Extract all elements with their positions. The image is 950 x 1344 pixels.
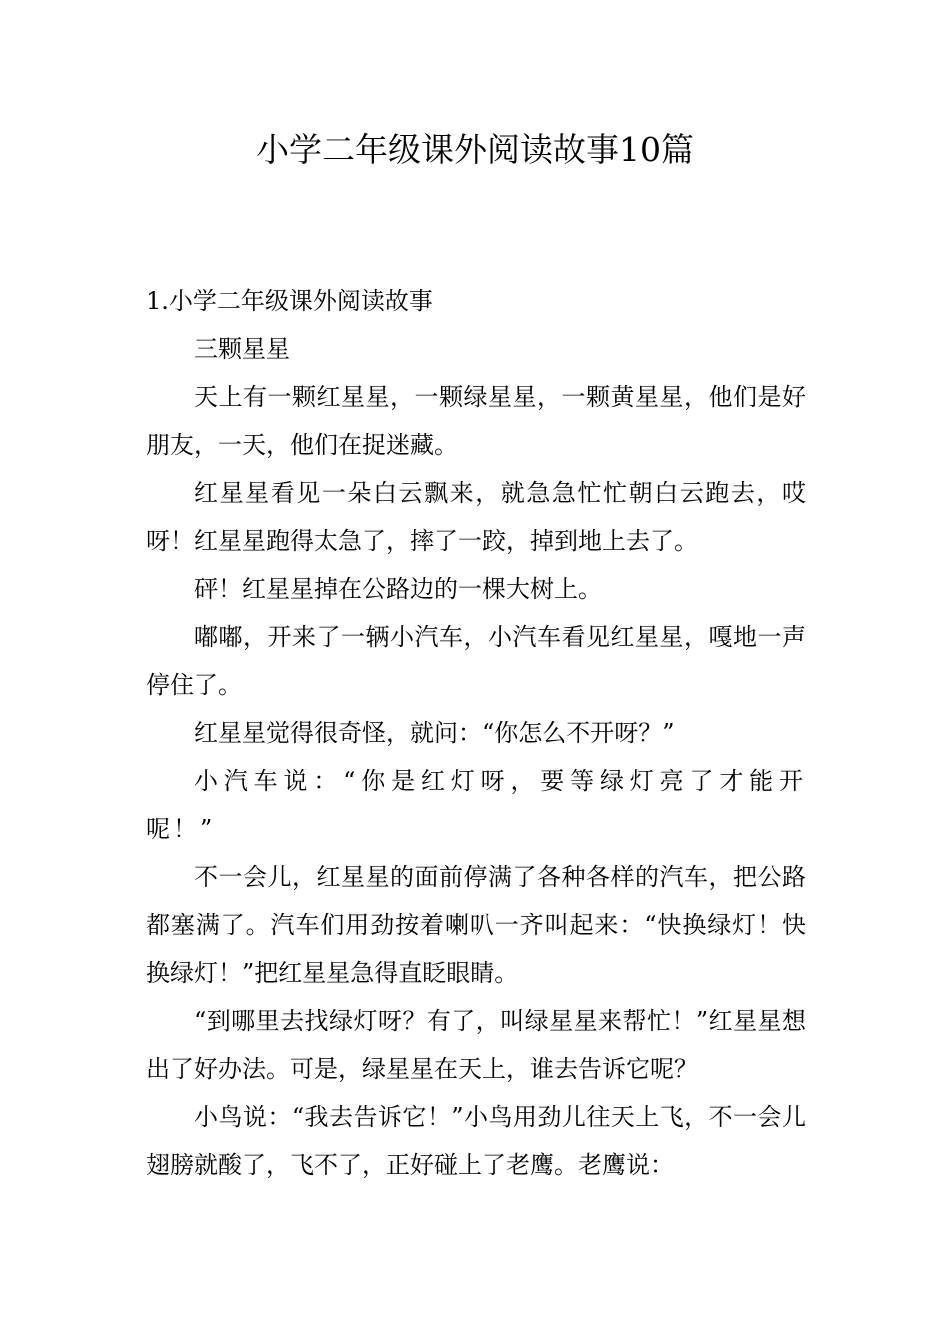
story-title: 三颗星星 — [194, 335, 290, 363]
paragraph: 小鸟说：“我去告诉它！”小鸟用劲儿往天上飞，不一会儿翅膀就酸了，飞不了，正好碰上了老鹰。老鹰说： — [146, 1103, 806, 1179]
paragraph: 嘟嘟，开来了一辆小汽车，小汽车看见红星星，嘎地一声停住了。 — [146, 623, 806, 699]
paragraph: 小汽车说：“你是红灯呀，要等绿灯亮了才能开呢！” — [146, 767, 806, 843]
paragraph: 红星星觉得很奇怪，就问：“你怎么不开呀？” — [194, 719, 675, 747]
paragraph: 不一会儿，红星星的面前停满了各种各样的汽车，把公路都塞满了。汽车们用劲按着喇叭一齐叫起来：“快换绿灯！快换绿灯！”把红星星急得直眨眼睛。 — [146, 863, 806, 987]
section-heading: 1.小学二年级课外阅读故事 — [146, 287, 433, 315]
paragraph: 红星星看见一朵白云飘来，就急急忙忙朝白云跑去，哎呀！红星星跑得太急了，摔了一跤，掉到地上去了。 — [146, 479, 806, 555]
document-title: 小学二年级课外阅读故事10篇 — [256, 130, 694, 169]
paragraph: 砰！红星星掉在公路边的一棵大树上。 — [194, 575, 602, 603]
document-body — [146, 277, 806, 1189]
paragraph: “到哪里去找绿灯呀？有了，叫绿星星来帮忙！”红星星想出了好办法。可是，绿星星在天上，谁去告诉它呢？ — [146, 1007, 806, 1083]
paragraph: 天上有一颗红星星，一颗绿星星，一颗黄星星，他们是好朋友，一天，他们在捉迷藏。 — [146, 383, 806, 459]
